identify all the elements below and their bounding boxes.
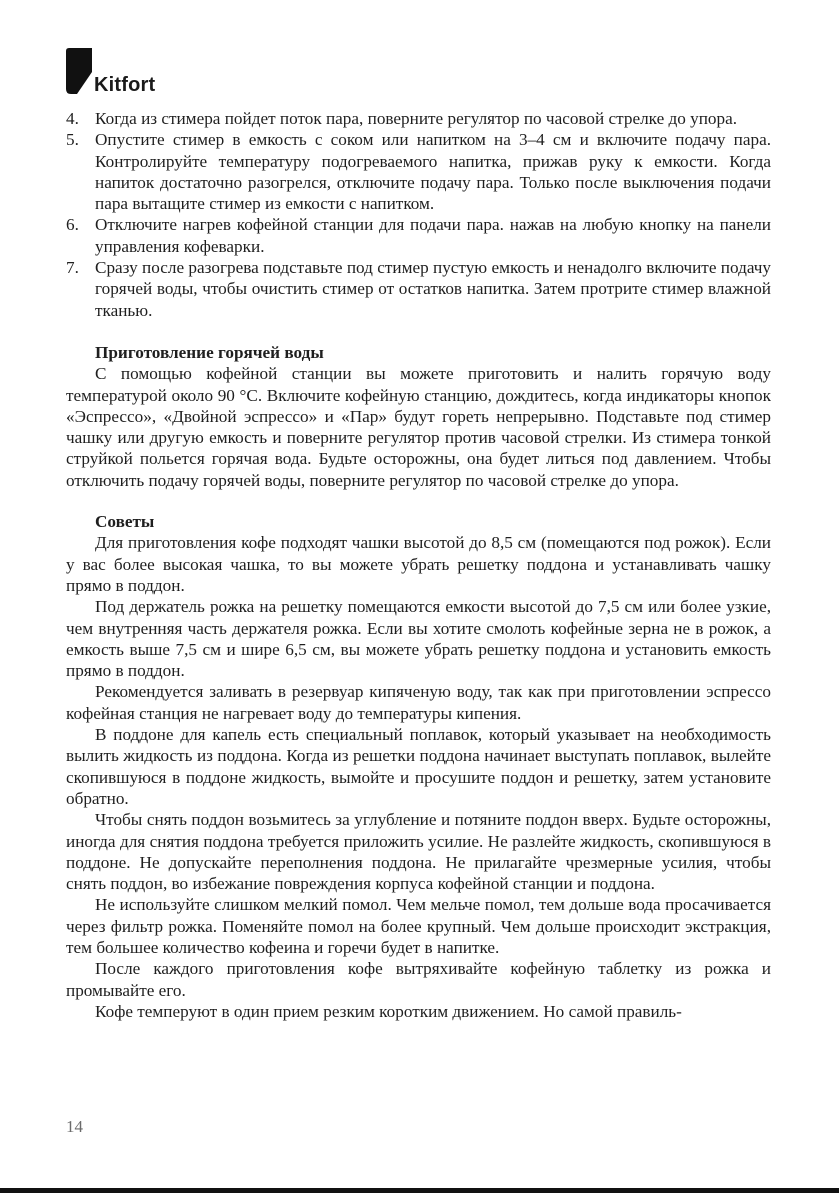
tips-paragraph: Для приготовления кофе подходят чашки высотой до 8,5 см (помещаются под рожок). Если у вас более высокая чашка, то вы можете убрать решетку поддона и устанавливать чашку прямо в поддон. [66,533,771,595]
steps-list [66,108,771,321]
step-number: 6. [66,215,79,235]
brand-logo [66,48,266,100]
bottom-divider [0,1188,839,1193]
step-text: Сразу после разогрева подставьте под стимер пустую емкость и ненадолго включите подачу горячей воды, чтобы очистить стимер от остатков напитка. Затем протрите стимер влажной тканью. [95,258,771,320]
step-text: Опустите стимер в емкость с соком или напитком на 3–4 см и включите подачу пара. Контролируйте температуру подогреваемого напитка, прижав руку к емкости. Когда напиток достаточно разогрелся, отключите подачу пара. Только после выключения подачи пара вытащите стимер из емкости с напитком. [95,130,771,214]
step-text: Отключите нагрев кофейной станции для подачи пара. нажав на любую кнопку на панели управления кофеварки. [95,215,771,256]
step-number: 5. [66,130,79,150]
tips-paragraph: Чтобы снять поддон возьмитесь за углубление и потяните поддон вверх. Будьте осторожны, иногда для снятия поддона требуется приложить усилие. Не разлейте жидкость, скопившуюся в поддоне. Не допускайте переполнения поддона. Не прилагайте чрезмерные усилия, чтобы снять поддон, во избежание повреждения корпуса кофейной станции и поддона. [66,810,771,894]
hot-water-heading: Приготовление горячей воды [95,342,324,362]
tips-paragraph: Под держатель рожка на решетку помещаются емкости высотой до 7,5 см или более узкие, чем внутренняя часть держателя рожка. Если вы хотите смолоть кофейные зерна не в рожок, а емкость выше 7,5 см и шире 6,5 см, вы можете убрать решетку поддона и установить емкость прямо в поддон. [66,597,771,681]
tips-heading: Советы [95,512,155,532]
tips-paragraph: В поддоне для капель есть специальный поплавок, который указывает на необходимость вылить жидкость из поддона. Когда из решетки поддона начинает выступать поплавок, вылейте скопившуюся в поддоне жидкость, вымойте и просушите поддон и решетку, затем установите обратно. [66,725,771,808]
list-item [66,257,771,321]
list-item [66,214,771,257]
list-item [66,129,771,214]
brand-name: Kitfort [94,74,156,96]
page-content [66,108,771,1022]
tips-paragraph: Рекомендуется заливать в резервуар кипяченую воду, так как при приготовлении эспрессо кофейная станция не нагревает воду до температуры кипения. [66,682,771,723]
step-number: 7. [66,258,79,278]
kitfort-logo-icon [66,48,92,94]
tips-paragraph: Кофе темперуют в один прием резким коротким движением. Но самой правиль- [95,1001,682,1021]
tips-paragraph: Не используйте слишком мелкий помол. Чем мельче помол, тем дольше вода просачивается через фильтр рожка. Поменяйте помол на более крупный. Чем дольше происходит экстракция, тем большее количество кофеина и горечи будет в напитке. [66,895,771,957]
hot-water-paragraph: С помощью кофейной станции вы можете приготовить и налить горячую воду температурой около 90 °С. Включите кофейную станцию, дождитесь, когда индикаторы кнопок «Эспрессо», «Двойной эспрессо» и «Пар» будут гореть непрерывно. Подставьте под стимер чашку или другую емкость и поверните регулятор против часовой стрелки. Из стимера тонкой струйкой польется горячая вода. Будьте осторожны, она будет литься под давлением. Чтобы отключить подачу горячей воды, поверните регулятор по часовой стрелке до упора. [66,364,771,490]
page-number: 14 [66,1117,83,1136]
tips-paragraph: После каждого приготовления кофе вытряхивайте кофейную таблетку из рожка и промывайте его. [66,959,771,1000]
step-text: Когда из стимера пойдет поток пара, поверните регулятор по часовой стрелке до упора. [95,109,738,128]
list-item [66,108,771,129]
step-number: 4. [66,109,79,128]
